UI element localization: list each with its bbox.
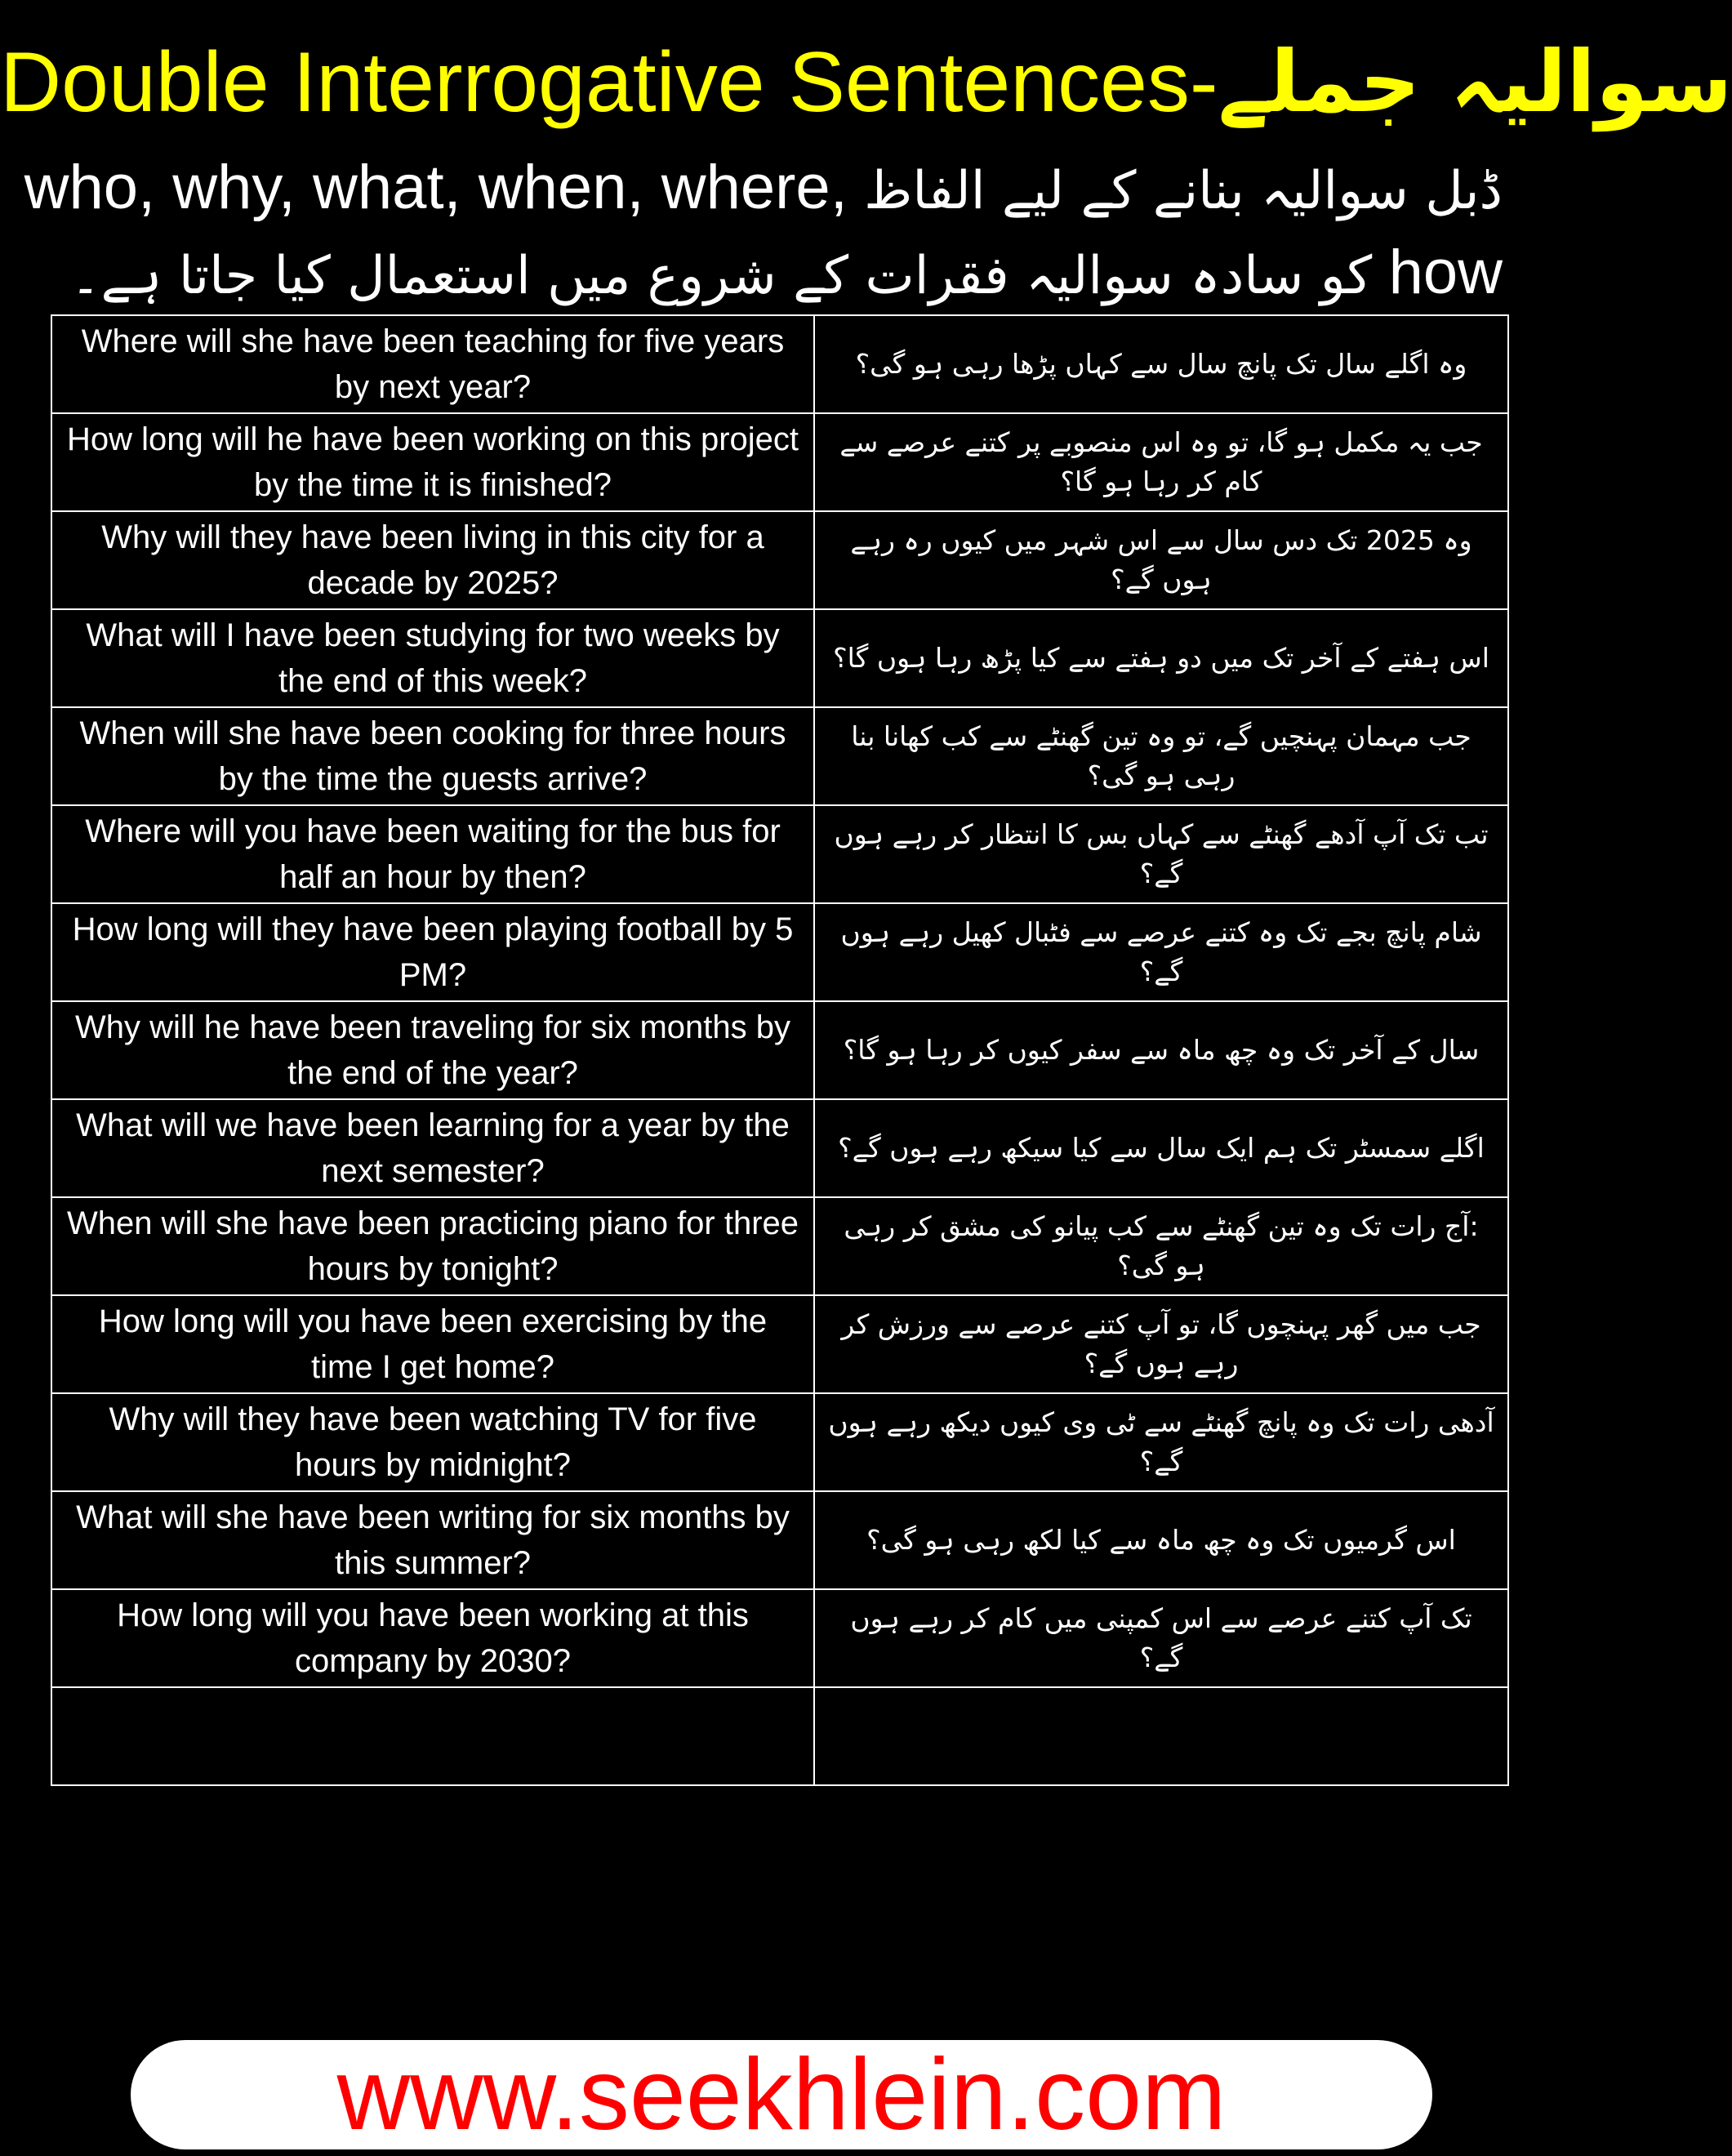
urdu-translation: تب تک آپ آدھے گھنٹے سے کہاں بس کا انتظار کر رہے ہوں گے؟: [814, 805, 1508, 903]
urdu-translation: جب میں گھر پہنچوں گا، تو آپ کتنے عرصے سے ورزش کر رہے ہوں گے؟: [814, 1295, 1508, 1393]
table-row: [51, 1295, 1508, 1393]
table-row: [51, 609, 1508, 707]
table-row: [51, 1393, 1508, 1491]
table-row: [51, 1197, 1508, 1295]
title-english: Double Interrogative Sentences-: [0, 35, 1218, 130]
title-urdu: سوالیہ جملے: [1218, 32, 1732, 131]
table-row: [51, 1491, 1508, 1589]
english-sentence: Why will he have been traveling for six months by the end of the year?: [51, 1001, 814, 1099]
english-sentence: How long will he have been working on this project by the time it is finished?: [51, 413, 814, 511]
intro-urdu-suffix: کو سادہ سوالیہ فقرات کے شروع میں استعمال کیا جاتا ہے۔: [69, 246, 1373, 306]
website-banner: [131, 2040, 1432, 2149]
urdu-translation: شام پانچ بجے تک وہ کتنے عرصے سے فٹبال کھیل رہے ہوں گے؟: [814, 903, 1508, 1001]
english-sentence: How long will they have been playing football by 5 PM?: [51, 903, 814, 1001]
english-sentence: Why will they have been watching TV for five hours by midnight?: [51, 1393, 814, 1491]
urdu-translation: آدھی رات تک وہ پانچ گھنٹے سے ٹی وی کیوں دیکھ رہے ہوں گے؟: [814, 1393, 1508, 1491]
english-sentence: When will she have been cooking for three hours by the time the guests arrive?: [51, 707, 814, 805]
urdu-translation: تک آپ کتنے عرصے سے اس کمپنی میں کام کر رہے ہوں گے؟: [814, 1589, 1508, 1687]
sentence-table: [51, 314, 1509, 1786]
intro-text: [16, 147, 1503, 317]
intro-urdu-prefix: ڈبل سوالیہ بنانے کے لیے الفاظ: [864, 161, 1503, 221]
english-sentence: What will she have been writing for six months by this summer?: [51, 1491, 814, 1589]
table-row: [51, 805, 1508, 903]
english-sentence: How long will you have been working at this company by 2030?: [51, 1589, 814, 1687]
english-sentence: Why will they have been living in this city for a decade by 2025?: [51, 511, 814, 609]
urdu-translation: جب مہمان پہنچیں گے، تو وہ تین گھنٹے سے کب کھانا بنا رہی ہو گی؟: [814, 707, 1508, 805]
english-sentence: How long will you have been exercising by the time I get home?: [51, 1295, 814, 1393]
table-row-empty: [51, 1687, 1508, 1785]
table-row: [51, 511, 1508, 609]
page-title: [0, 32, 1732, 131]
urdu-translation: جب یہ مکمل ہو گا، تو وہ اس منصوبے پر کتنے عرصے سے کام کر رہا ہو گا؟: [814, 413, 1508, 511]
urdu-translation-empty: [814, 1687, 1508, 1785]
english-sentence: Where will you have been waiting for the bus for half an hour by then?: [51, 805, 814, 903]
table-row: [51, 707, 1508, 805]
urdu-translation: اس ہفتے کے آخر تک میں دو ہفتے سے کیا پڑھ رہا ہوں گا؟: [814, 609, 1508, 707]
urdu-translation: اگلے سمسٹر تک ہم ایک سال سے کیا سیکھ رہے ہوں گے؟: [814, 1099, 1508, 1197]
english-sentence-empty: [51, 1687, 814, 1785]
urdu-translation: وہ 2025 تک دس سال سے اس شہر میں کیوں رہ رہے ہوں گے؟: [814, 511, 1508, 609]
english-sentence: What will we have been learning for a year by the next semester?: [51, 1099, 814, 1197]
table-row: [51, 903, 1508, 1001]
table-row: [51, 1001, 1508, 1099]
website-url[interactable]: www.seekhlein.com: [336, 2038, 1227, 2151]
table-row: [51, 315, 1508, 413]
table-row: [51, 413, 1508, 511]
english-sentence: When will she have been practicing piano for three hours by tonight?: [51, 1197, 814, 1295]
table-row: [51, 1099, 1508, 1197]
english-sentence: What will I have been studying for two weeks by the end of this week?: [51, 609, 814, 707]
english-sentence: Where will she have been teaching for five years by next year?: [51, 315, 814, 413]
urdu-translation: وہ اگلے سال تک پانچ سال سے کہاں پڑھا رہی ہو گی؟: [814, 315, 1508, 413]
urdu-translation: سال کے آخر تک وہ چھ ماہ سے سفر کیوں کر رہا ہو گا؟: [814, 1001, 1508, 1099]
urdu-translation: اس گرمیوں تک وہ چھ ماہ سے کیا لکھ رہی ہو گی؟: [814, 1491, 1508, 1589]
intro-english-words: who, why, what, when, where, how: [24, 153, 1503, 307]
table-row: [51, 1589, 1508, 1687]
urdu-translation: :آج رات تک وہ تین گھنٹے سے کب پیانو کی مشق کر رہی ہو گی؟: [814, 1197, 1508, 1295]
